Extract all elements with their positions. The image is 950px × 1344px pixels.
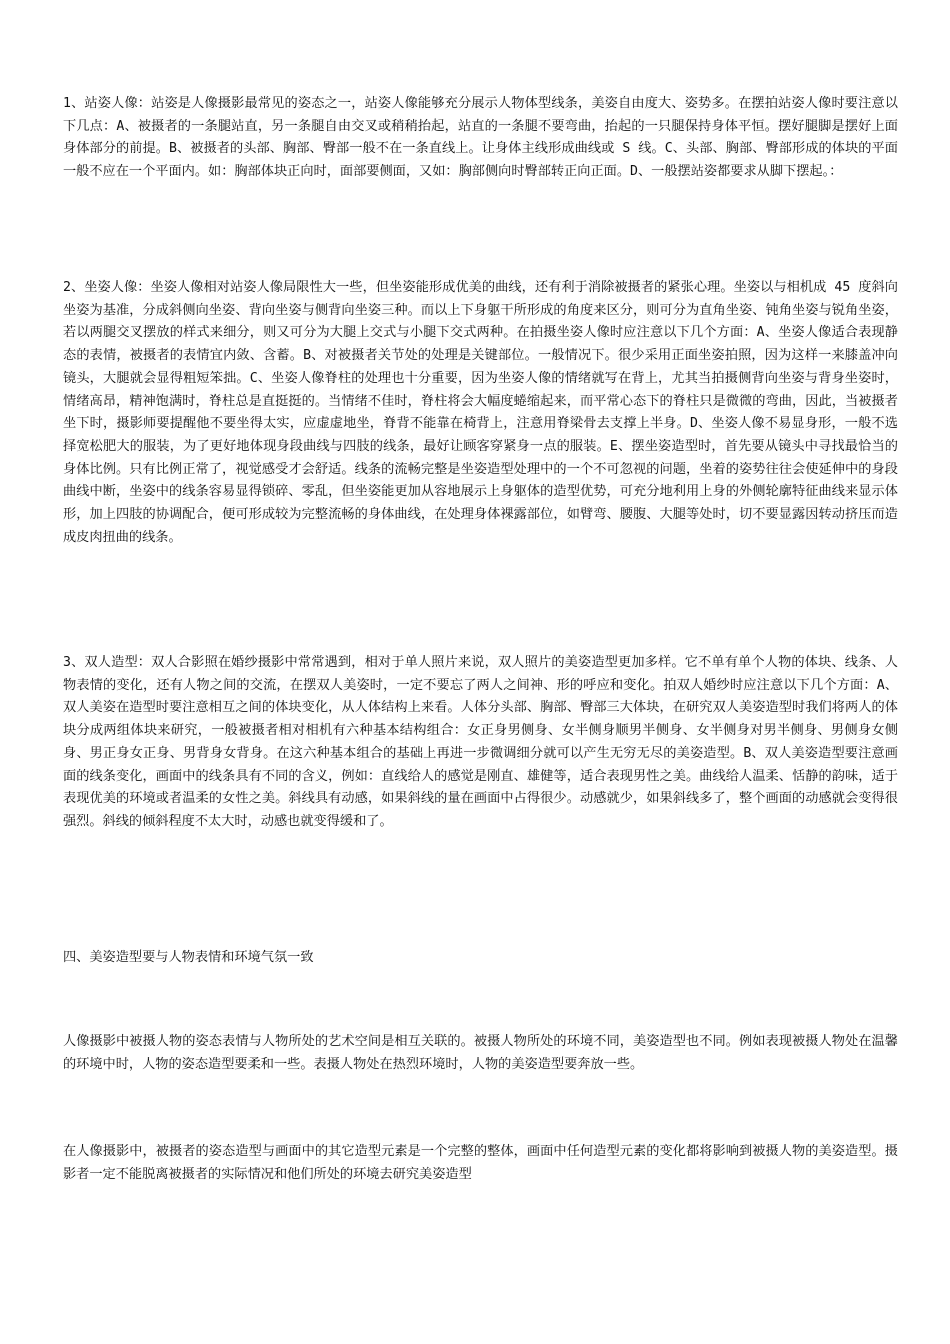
paragraph-conclusion: 在人像摄影中，被摄者的姿态造型与画面中的其它造型元素是一个完整的整体，画面中任何造型元素的变化都将影响到被摄人物的美姿造型。摄影者一定不能脱离被摄者的实际情况和他们所处的环境去研究美姿造型 <box>63 1144 898 1182</box>
paragraph-sitting-pose: 2、坐姿人像：坐姿人像相对站姿人像局限性大一些，但坐姿能形成优美的曲线，还有利于消除被摄者的紧张心理。坐姿以与相机成 45 度斜向坐姿为基准，分成斜侧向坐姿、背向坐姿与侧背向坐姿三种。而以上下身躯干所形成的角度来区分，则可分为直角坐姿、钝角坐姿与锐角坐姿，若以两腿交叉摆放的样式来细分，则又可分为大腿上交式与小腿下交式两种。在拍摄坐姿人像时应注意以下几个方面：A、坐姿人像适合表现静态的表情，被摄者的表情宜内敛、含蓄。B、对被摄者关节处的处理是关键部位。一般情况下。很少采用正面坐姿拍照，因为这样一来膝盖冲向镜头，大腿就会显得粗短笨拙。C、坐姿人像脊柱的处理也十分重要，因为坐姿人像的情绪就写在背上，尤其当拍摄侧背向坐姿与背身坐姿时，情绪高昂，精神饱满时，脊柱总是直挺挺的。当情绪不佳时，脊柱将会大幅度蜷缩起来，而平常心态下的脊柱只是微微的弯曲，因此，当被摄者坐下时，摄影师要提醒他不要坐得太实，应虚虚地坐，脊背不能靠在椅背上，注意用脊梁骨去支撑上半身。D、坐姿人像不易显身形，一般不选择宽松肥大的服装，为了更好地体现身段曲线与四肢的线条，最好让顾客穿紧身一点的服装。E、摆坐姿造型时，首先要从镜头中寻找最恰当的身体比例。只有比例正常了，视觉感受才会舒适。线条的流畅完整是坐姿造型处理中的一个不可忽视的问题，坐着的姿势往往会使延伸中的身段曲线中断，坐姿中的线条容易显得锁碎、零乱，但坐姿能更加从容地展示上身躯体的造型优势，可充分地利用上身的外侧轮廓特征曲线来显示体形，加上四肢的协调配合，便可形成较为完整流畅的身体曲线，在处理身体裸露部位，如臂弯、腰腹、大腿等处时，切不要显露因转动挤压而造成皮肉扭曲的线条。 <box>63 280 898 545</box>
paragraph-standing-pose: 1、站姿人像：站姿是人像摄影最常见的姿态之一，站姿人像能够充分展示人物体型线条，美姿自由度大、姿势多。在摆拍站姿人像时要注意以下几点：A、被摄者的一条腿站直，另一条腿自由交叉或稍稍抬起，站直的一条腿不要弯曲，抬起的一只腿保持身体平恒。摆好腿脚是摆好上面身体部分的前提。B、被摄者的头部、胸部、臀部一般不在一条直线上。让身体主线形成曲线或 S 线。C、头部、胸部、臀部形成的体块的平面一般不应在一个平面内。如：胸部体块正向时，面部要侧面，又如：胸部侧向时臀部转正向正面。D、一般摆站姿都要求从脚下摆起。： <box>63 96 898 180</box>
section-heading: 四、美姿造型要与人物表情和环境气氛一致 <box>63 950 314 965</box>
paragraph-environment: 人像摄影中被摄人物的姿态表情与人物所处的艺术空间是相互关联的。被摄人物所处的环境不同，美姿造型也不同。例如表现被摄人物处在温馨的环境中时，人物的姿态造型要柔和一些。表摄人物处在热烈环境时，人物的美姿造型要奔放一些。 <box>63 1034 898 1072</box>
paragraph-couple-pose: 3、双人造型：双人合影照在婚纱摄影中常常遇到，相对于单人照片来说，双人照片的美姿造型更加多样。它不单有单个人物的体块、线条、人物表情的变化，还有人物之间的交流，在摆双人美姿时，一定不要忘了两人之间神、形的呼应和变化。拍双人婚纱时应注意以下几个方面：A、双人美姿在造型时要注意相互之间的体块变化，从人体结构上来看。人体分头部、胸部、臀部三大体块，在研究双人美姿造型时我们将两人的体块分成两组体块来研究，一般被摄者相对相机有六种基本结构组合：女正身男侧身、女半侧身顺男半侧身、女半侧身对男半侧身、男侧身女侧身、男正身女正身、男背身女背身。在这六种基本组合的基础上再进一步微调细分就可以产生无穷无尽的美姿造型。B、双人美姿造型要注意画面的线条变化，画面中的线条具有不同的含义，例如：直线给人的感觉是刚直、雄健等，适合表现男性之美。曲线给人温柔、恬静的韵味，适于表现优美的环境或者温柔的女性之美。斜线具有动感，如果斜线的量在画面中占得很少。动感就少，如果斜线多了，整个画面的动感就会变得很强烈。斜线的倾斜程度不太大时，动感也就变得缓和了。 <box>63 655 898 829</box>
